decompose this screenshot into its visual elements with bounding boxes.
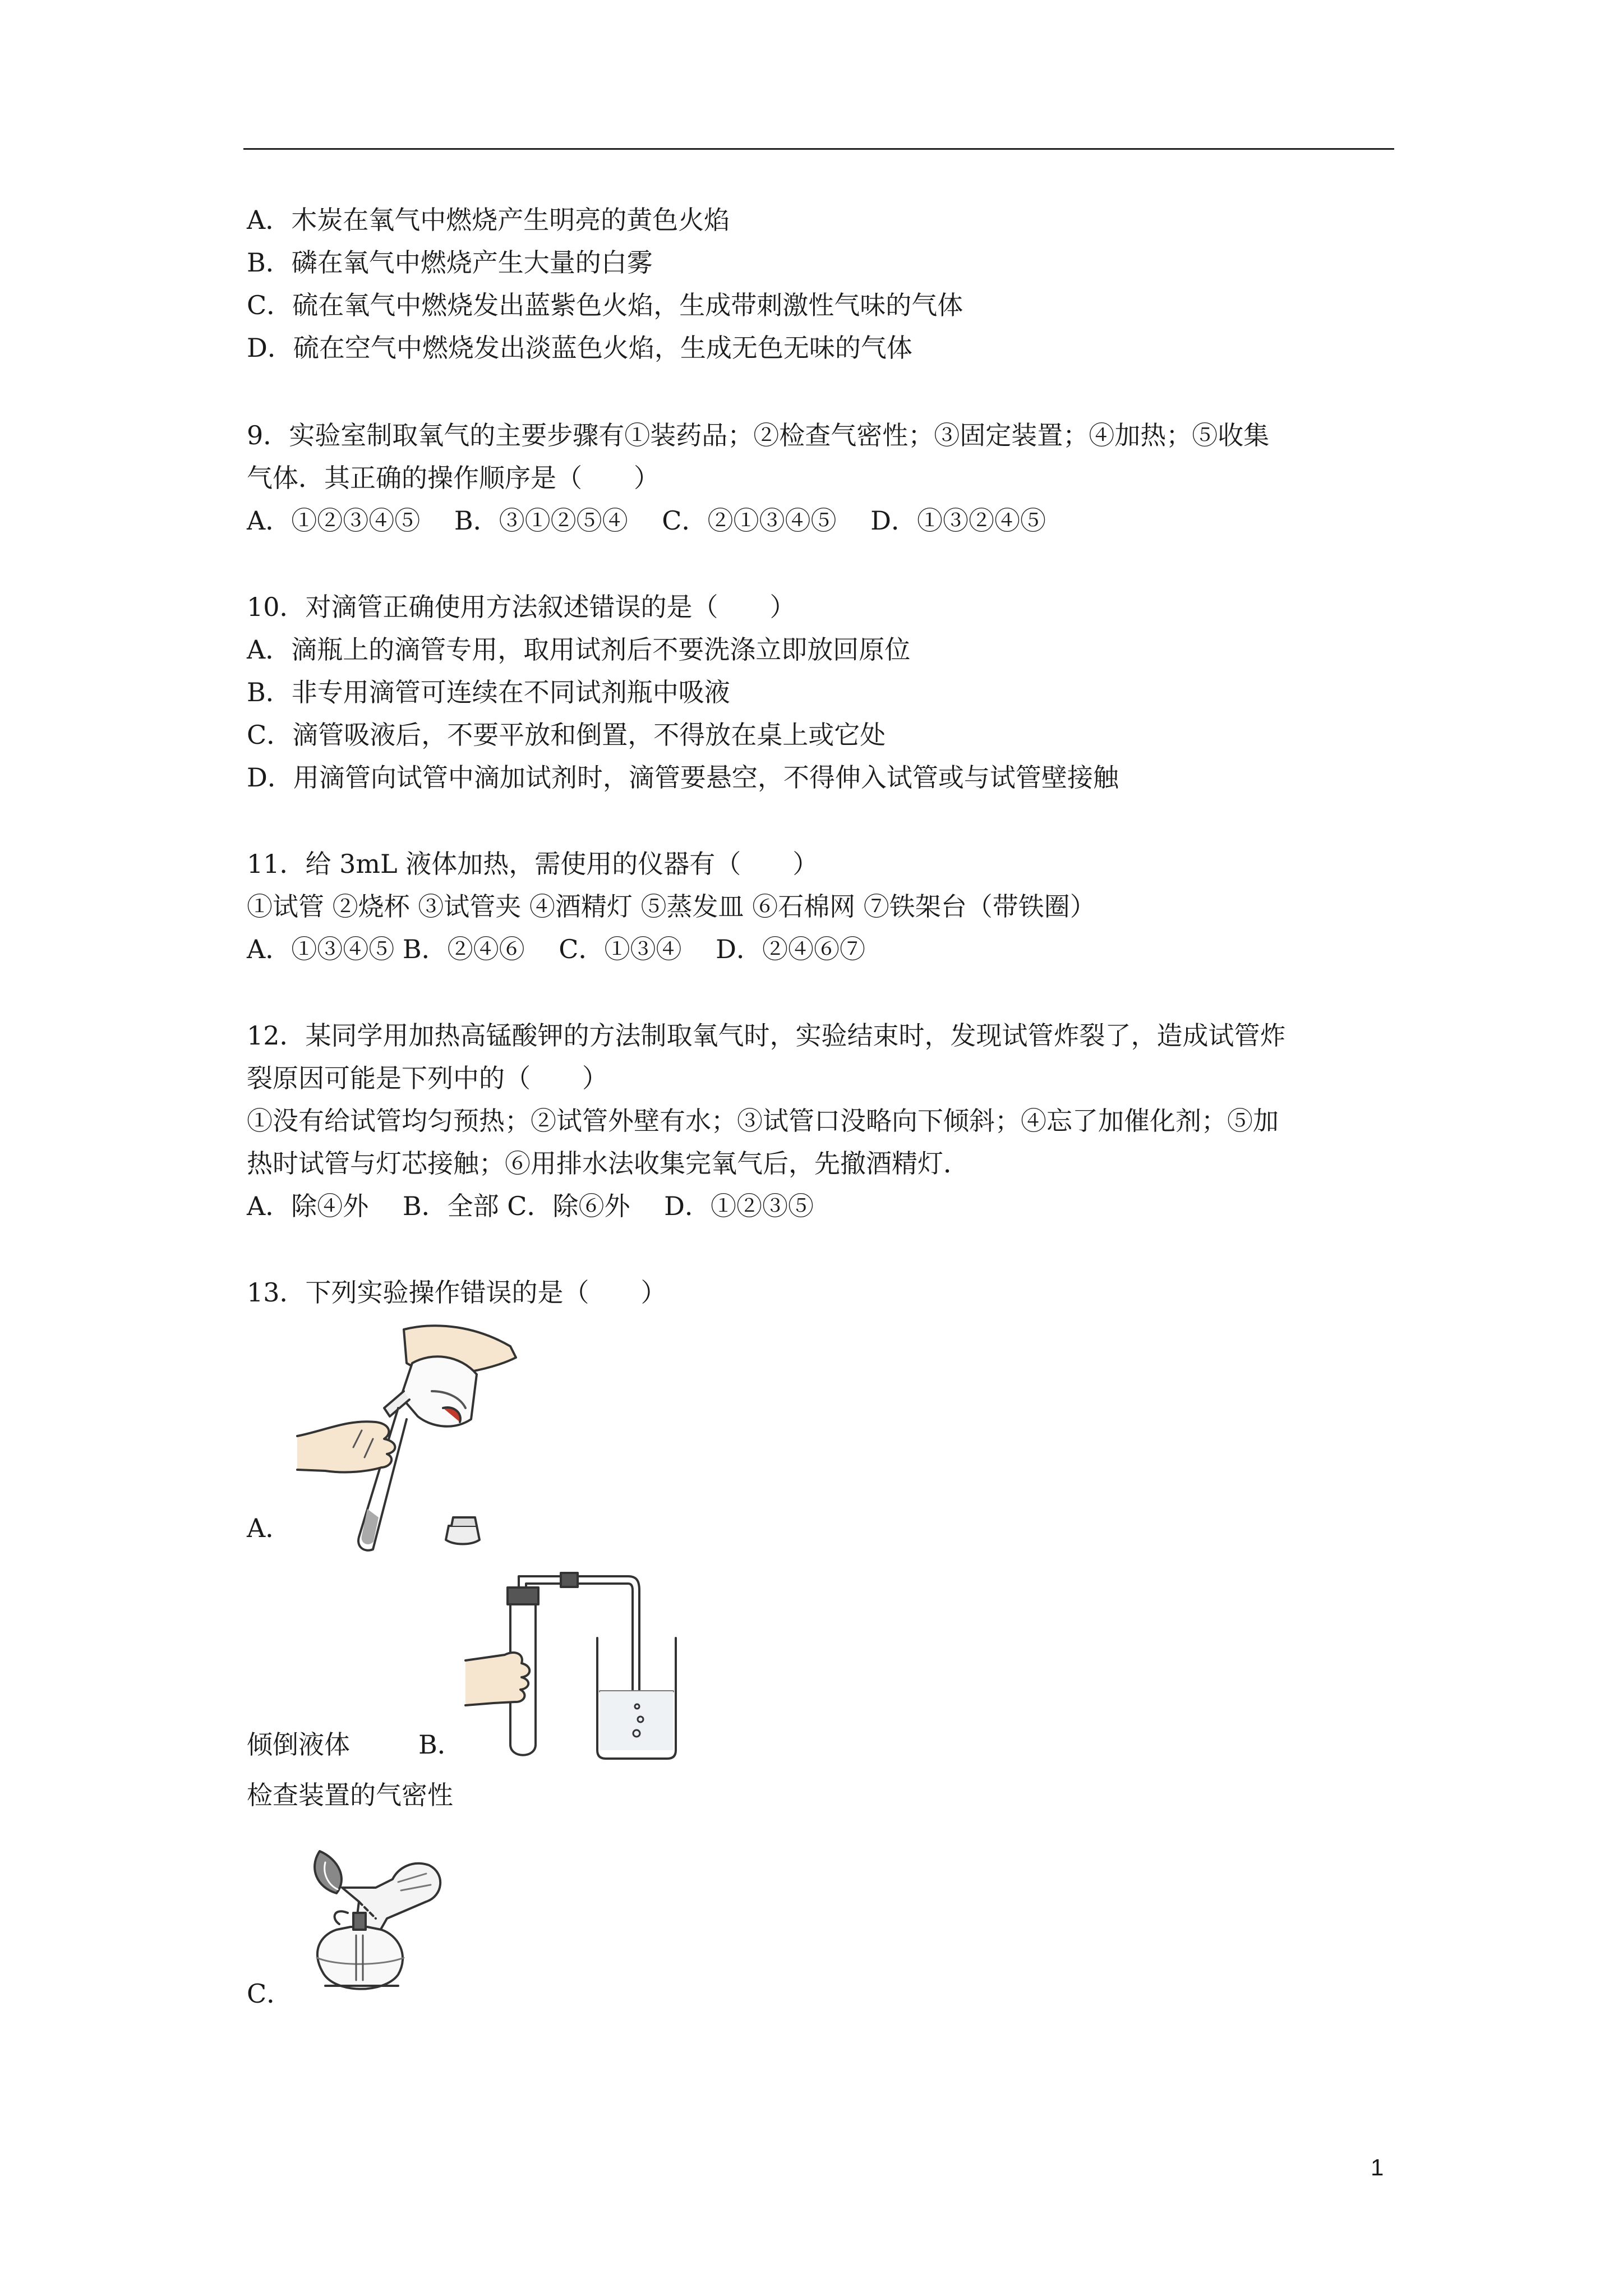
q11-stem: 11．给 3mL 液体加热，需使用的仪器有（ ） bbox=[247, 849, 819, 879]
q9-options: A．①②③④⑤ B．③①②⑤④ C．②①③④⑤ D．①③②④⑤ bbox=[247, 505, 1046, 536]
q8-option-a: A．木炭在氧气中燃烧产生明亮的黄色火焰 bbox=[247, 205, 730, 235]
q11-items: ①试管 ②烧杯 ③试管夹 ④酒精灯 ⑤蒸发皿 ⑥石棉网 ⑦铁架台（带铁圈） bbox=[247, 891, 1096, 922]
pouring-liquid-illustration bbox=[292, 1324, 527, 1554]
q13-option-a-label: A． bbox=[247, 1513, 292, 1543]
q13-option-c-label: C． bbox=[247, 1978, 293, 2009]
q8-option-d: D．硫在空气中燃烧发出淡蓝色火焰，生成无色无味的气体 bbox=[247, 333, 912, 363]
q13-option-b-label: B． bbox=[418, 1729, 463, 1760]
q12-reasons-line2: 热时试管与灯芯接触；⑥用排水法收集完氧气后，先撤酒精灯． bbox=[247, 1148, 969, 1179]
q12-reasons-line1: ①没有给试管均匀预热；②试管外壁有水；③试管口没略向下倾斜；④忘了加催化剂；⑤加 bbox=[247, 1106, 1279, 1136]
airtightness-check-illustration bbox=[460, 1565, 684, 1767]
q13-stem: 13．下列实验操作错误的是（ ） bbox=[247, 1277, 667, 1308]
q8-option-b: B．磷在氧气中燃烧产生大量的白雾 bbox=[247, 247, 653, 278]
q8-option-c: C．硫在氧气中燃烧发出蓝紫色火焰，生成带刺激性气味的气体 bbox=[247, 290, 963, 320]
q13-option-b-caption: 检查装置的气密性 bbox=[247, 1780, 453, 1810]
q10-option-d: D．用滴管向试管中滴加试剂时，滴管要悬空，不得伸入试管或与试管壁接触 bbox=[247, 762, 1119, 793]
page-number: 1 bbox=[1371, 2154, 1384, 2180]
q10-stem: 10．对滴管正确使用方法叙述错误的是（ ） bbox=[247, 592, 796, 622]
q12-stem-line1: 12．某同学用加热高锰酸钾的方法制取氧气时，实验结束时，发现试管炸裂了，造成试管炸 bbox=[247, 1020, 1286, 1051]
q12-options: A．除④外 B．全部 C．除⑥外 D．①②③⑤ bbox=[247, 1191, 814, 1221]
q13-option-a-caption: 倾倒液体 bbox=[247, 1729, 350, 1760]
q10-option-a: A．滴瓶上的滴管专用，取用试剂后不要洗涤立即放回原位 bbox=[247, 634, 911, 665]
q9-stem-line2: 气体．其正确的操作顺序是（ ） bbox=[247, 463, 660, 493]
q9-stem-line1: 9．实验室制取氧气的主要步骤有①装药品；②检查气密性；③固定装置；④加热；⑤收集 bbox=[247, 420, 1270, 450]
alcohol-lamp-illustration bbox=[286, 1834, 454, 2019]
q10-option-c: C．滴管吸液后，不要平放和倒置，不得放在桌上或它处 bbox=[247, 720, 886, 750]
q11-options: A．①③④⑤ B．②④⑥ C．①③④ D．②④⑥⑦ bbox=[247, 934, 865, 964]
header-rule bbox=[243, 148, 1394, 150]
q12-stem-line2: 裂原因可能是下列中的（ ） bbox=[247, 1063, 608, 1093]
q10-option-b: B．非专用滴管可连续在不同试剂瓶中吸液 bbox=[247, 677, 730, 707]
